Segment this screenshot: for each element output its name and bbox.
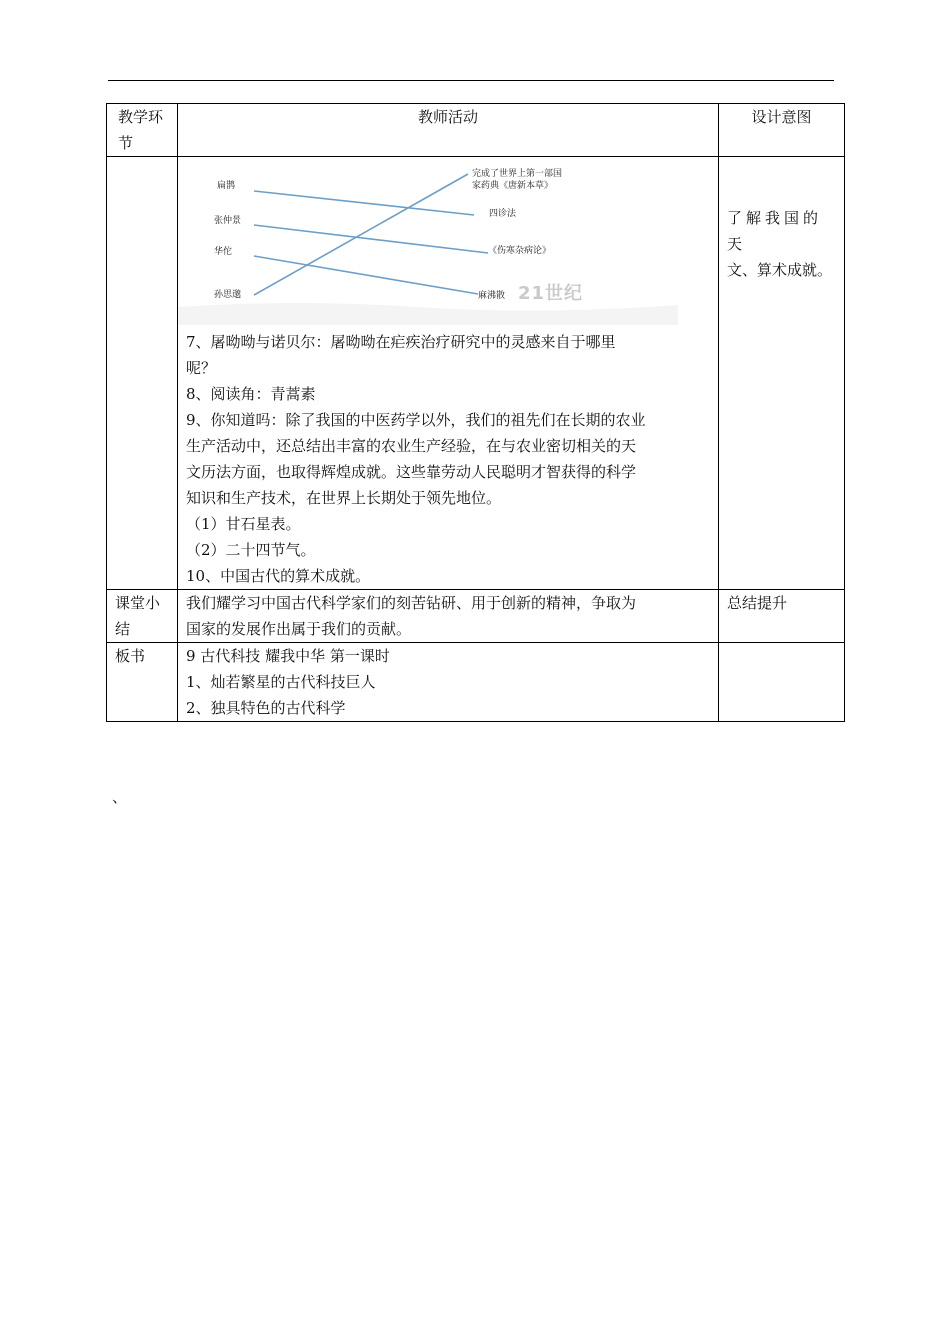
header-rule: [108, 80, 834, 81]
item-mafeisan: 麻沸散: [478, 291, 506, 301]
lesson-plan-table: [106, 103, 845, 722]
blackboard-line: 1、灿若繁星的古代科技巨人: [186, 673, 376, 691]
activity-line: 生产活动中，还总结出丰富的农业生产经验，在与农业密切相关的天: [186, 437, 637, 455]
matching-diagram: [178, 157, 678, 325]
activity-line: 文历法方面，也取得辉煌成就。这些靠劳动人民聪明才智获得的科学: [186, 463, 637, 481]
item-four-diagnostics: 四诊法: [489, 209, 517, 219]
stage-summary: 课堂小结: [107, 590, 178, 643]
header-stage: 教学环节: [107, 104, 178, 157]
activity-line: 8、阅读角：青蒿素: [186, 385, 316, 403]
blackboard-line: 9 古代科技 耀我中华 第一课时: [186, 647, 390, 665]
activity-line: 9、你知道吗：除了我国的中医药学以外，我们的祖先们在长期的农业: [186, 411, 646, 429]
activity-line: 10、中国古代的算术成就。: [186, 567, 371, 585]
summary-intent: 总结提升: [719, 590, 845, 643]
watermark-logo: 21世纪: [518, 283, 584, 304]
activity-line: （2）二十四节气。: [186, 541, 316, 559]
footer-mark: 、: [112, 788, 128, 806]
blackboard-line: 2、独具特色的古代科学: [186, 699, 346, 717]
table-row: [107, 643, 845, 722]
item-shanghan-treatise: 《伤寒杂病论》: [488, 246, 552, 256]
name-bianque: 扁鹊: [217, 181, 236, 191]
teacher-activity-cell: [178, 157, 719, 590]
name-sunsimiao: 孙思邈: [214, 290, 242, 300]
name-zhangzhongjing: 张仲景: [214, 216, 242, 226]
activity-line: （1）甘石星表。: [186, 515, 301, 533]
activity-line: 知识和生产技术，在世界上长期处于领先地位。: [186, 489, 502, 507]
intent-line: 文、算术成就。: [727, 261, 833, 279]
matching-lines: [178, 157, 678, 325]
summary-activity-cell: [178, 590, 719, 643]
summary-line: 国家的发展作出属于我们的贡献。: [186, 620, 412, 638]
design-intent-cell: [719, 157, 845, 590]
name-huatuo: 华佗: [214, 247, 233, 257]
item-tang-pharmacopoeia-line1: 完成了世界上第一部国: [472, 169, 563, 179]
stage-blackboard: 板书: [107, 643, 178, 722]
intent-line: 了解我国的天: [727, 209, 823, 253]
blackboard-cell: [178, 643, 719, 722]
table-header-row: [107, 104, 845, 157]
table-row: [107, 590, 845, 643]
activity-line: 7、屠呦呦与诺贝尔：屠呦呦在疟疾治疗研究中的灵感来自于哪里: [186, 333, 616, 351]
stage-cell-empty: [107, 157, 178, 590]
header-teacher-activity: 教师活动: [178, 104, 719, 157]
item-tang-pharmacopoeia-line2: 家药典《唐新本草》: [472, 181, 554, 191]
blackboard-intent-empty: [719, 643, 845, 722]
header-design-intent: 设计意图: [719, 104, 845, 157]
summary-line: 我们耀学习中国古代科学家们的刻苦钻研、用于创新的精神，争取为: [186, 594, 637, 612]
activity-line: 呢？: [186, 359, 217, 377]
table-row: [107, 157, 845, 590]
